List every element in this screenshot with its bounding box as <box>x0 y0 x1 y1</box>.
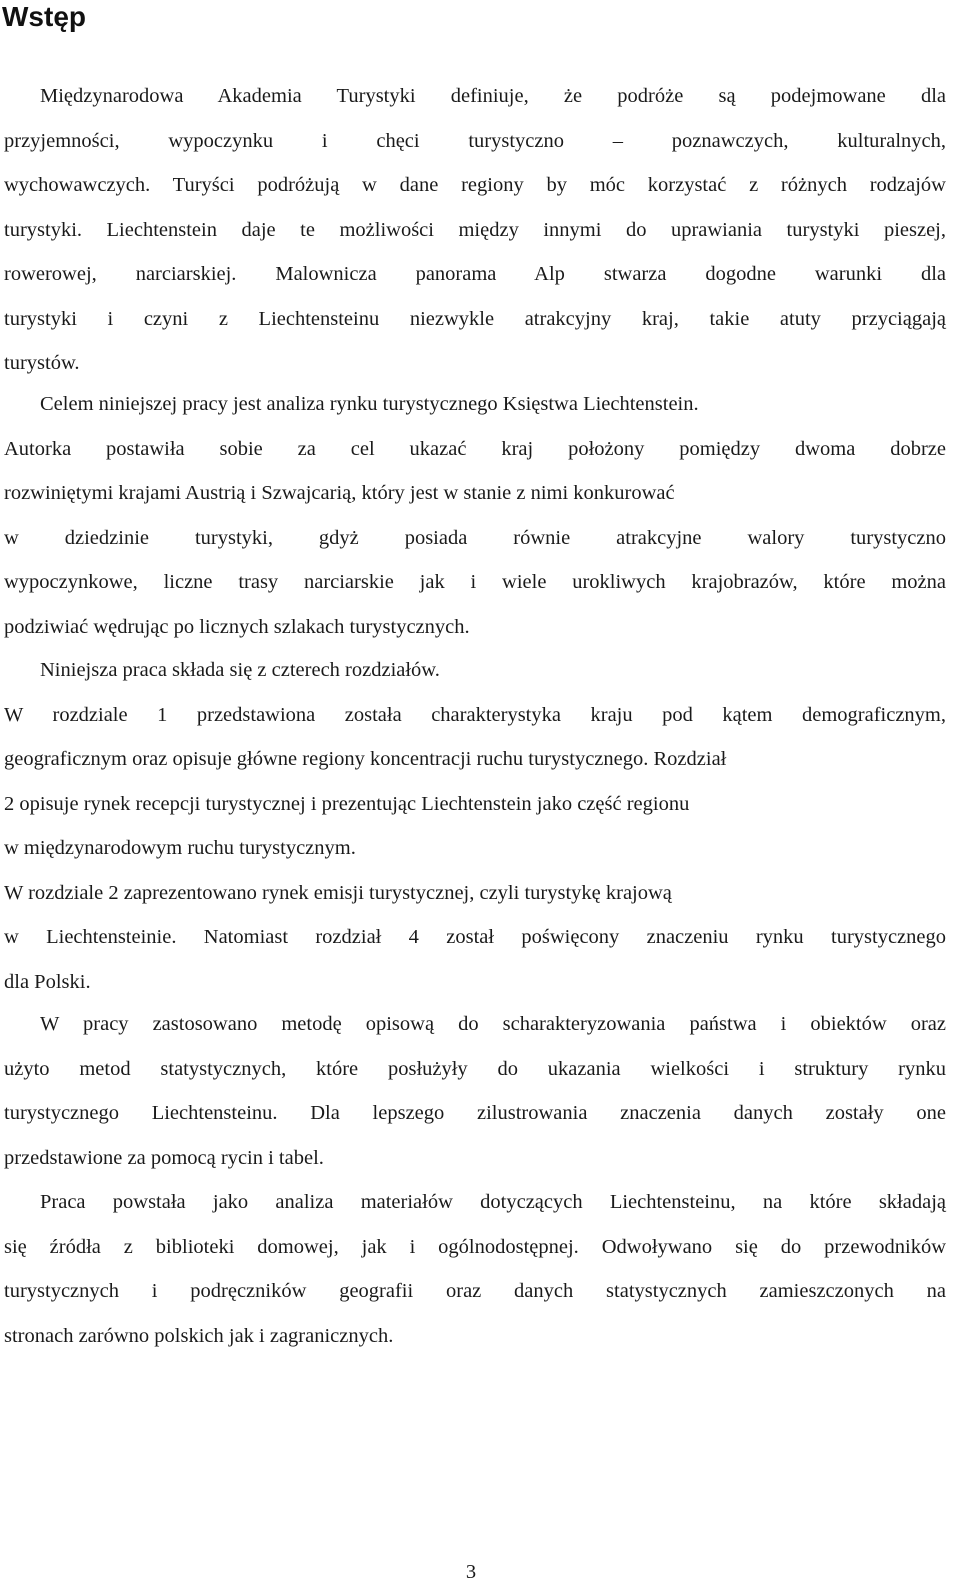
text-line: turystycznych i podręczników geografii oraz danych statystycznych zamieszczonych na <box>4 1280 946 1302</box>
text-line: przyjemności, wypoczynku i chęci turystyczno – poznawczych, kulturalnych, <box>4 129 946 152</box>
text-line: przedstawione za pomocą rycin i tabel. <box>4 1146 324 1169</box>
text-line: W rozdziale 2 zaprezentowano rynek emisji turystycznej, czyli turystykę krajową <box>4 881 672 904</box>
text-line: 2 opisuje rynek recepcji turystycznej i prezentując Liechtenstein jako część regionu <box>4 792 690 815</box>
text-line: Międzynarodowa Akademia Turystyki definiuje, że podróże są podejmowane dla <box>40 85 946 107</box>
text-line: wychowawczych. Turyści podróżują w dane regiony by móc korzystać z różnych rodzajów <box>4 174 946 196</box>
text-line: użyto metod statystycznych, które posłużyły do ukazania wielkości i struktury rynku <box>4 1057 946 1080</box>
text-line: w międzynarodowym ruchu turystycznym. <box>4 837 356 859</box>
paragraph-methods <box>4 1002 946 1180</box>
text-line: wypoczynkowe, liczne trasy narciarskie jak i wiele urokliwych krajobrazów, które można <box>4 571 946 593</box>
section-heading: Wstęp <box>2 1 86 32</box>
text-line: turystycznego Liechtensteinu. Dla lepszego zilustrowania znaczenia danych zostały one <box>4 1102 946 1124</box>
text-line: turystyki i czyni z Liechtensteinu niezwykle atrakcyjny kraj, takie atuty przyciągają <box>4 307 946 330</box>
text-line: rowerowej, narciarskiej. Malownicza panorama Alp stwarza dogodne warunki dla <box>4 263 946 285</box>
text-line: Praca powstała jako analiza materiałów dotyczących Liechtensteinu, na które składają <box>40 1191 946 1213</box>
text-line: stronach zarówno polskich jak i zagranicznych. <box>4 1324 394 1347</box>
text-line: w Liechtensteinie. Natomiast rozdział 4 został poświęcony znaczeniu rynku turystycznego <box>4 926 946 948</box>
text-line: w dziedzinie turystyki, gdyż posiada równie atrakcyjne walory turystyczno <box>4 526 946 549</box>
text-line: Niniejsza praca składa się z czterech rozdziałów. <box>40 659 440 681</box>
paragraph-aim <box>4 382 946 649</box>
text-line: W rozdziale 1 przedstawiona została charakterystyka kraju pod kątem demograficznym, <box>4 703 946 726</box>
text-line: Celem niniejszej pracy jest analiza rynku turystycznego Księstwa Liechtenstein. <box>40 393 699 415</box>
text-line: dla Polski. <box>4 970 91 993</box>
text-line: W pracy zastosowano metodę opisową do scharakteryzowania państwa i obiektów oraz <box>40 1013 946 1035</box>
paragraph-structure <box>4 648 946 1004</box>
text-line: turystów. <box>4 352 80 374</box>
text-line: podziwiać wędrując po licznych szlakach turystycznych. <box>4 615 470 638</box>
page-number: 3 <box>465 1561 477 1583</box>
text-line: Autorka postawiła sobie za cel ukazać kraj położony pomiędzy dwoma dobrze <box>4 437 946 460</box>
paragraph-definition <box>4 74 946 386</box>
text-line: się źródła z biblioteki domowej, jak i ogólnodostępnej. Odwoływano się do przewodników <box>4 1235 946 1258</box>
paragraph-sources <box>4 1180 946 1358</box>
text-line: geograficznym oraz opisuje główne regiony koncentracji ruchu turystycznego. Rozdział <box>4 748 727 770</box>
text-line: rozwiniętymi krajami Austrią i Szwajcarią, który jest w stanie z nimi konkurować <box>4 482 675 504</box>
text-line: turystyki. Liechtenstein daje te możliwości między innymi do uprawiania turystyki pieszej, <box>4 218 946 241</box>
